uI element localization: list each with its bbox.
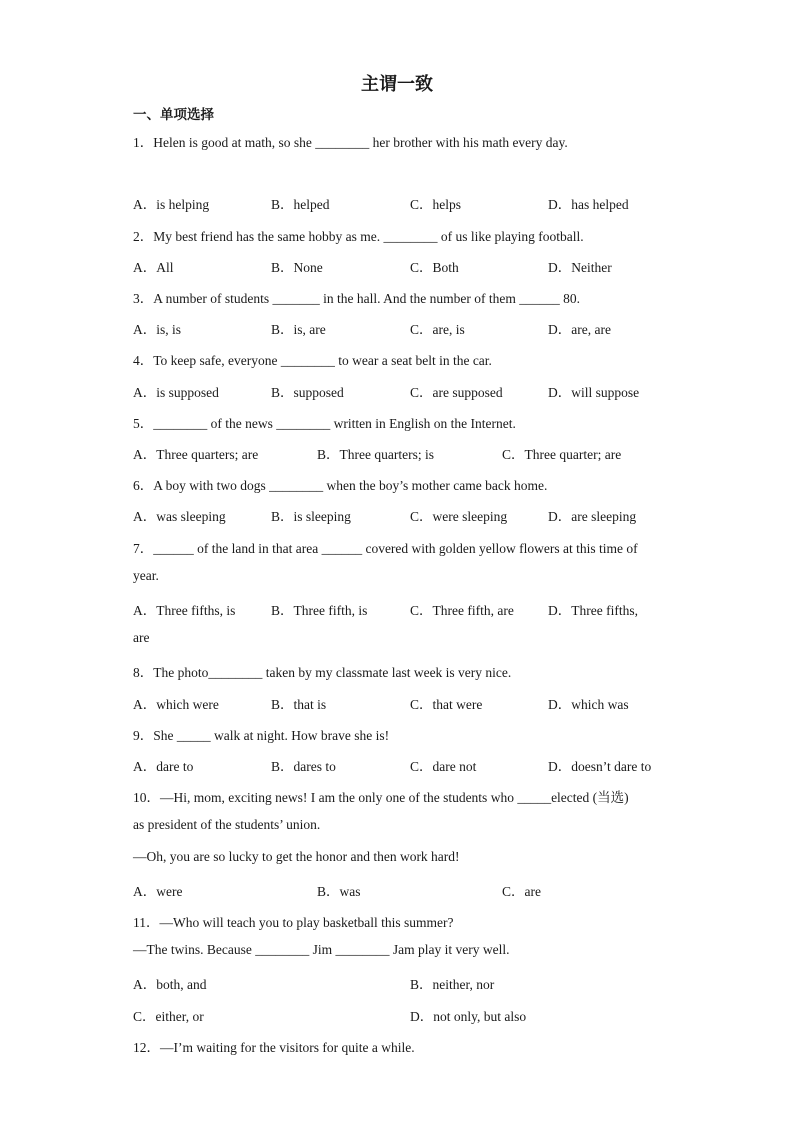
option-d[interactable]: D．will suppose: [548, 385, 640, 400]
option-d[interactable]: D．Neither: [548, 260, 612, 275]
question-number: 2．: [133, 229, 154, 244]
question-9: [133, 724, 389, 744]
question-number: 8．: [133, 665, 154, 680]
question-number: 6．: [133, 478, 154, 493]
question-stem: A boy with two dogs ________ when the boy’s mother came back home.: [153, 478, 548, 493]
question-stem: She _____ walk at night. How brave she is!: [153, 728, 390, 743]
option-a[interactable]: A．All: [133, 260, 174, 275]
question-1: [133, 131, 568, 151]
option-a[interactable]: A．which were: [133, 697, 219, 712]
option-d[interactable]: D．doesn’t dare to: [548, 759, 652, 774]
option-d-continued: are: [133, 630, 150, 645]
question-number: 12．: [133, 1040, 160, 1055]
option-a[interactable]: A．is supposed: [133, 385, 219, 400]
option-b[interactable]: B．was: [317, 884, 361, 899]
question-stem: —Hi, mom, exciting news! I am the only one of the students who _____elected (当选): [160, 790, 629, 805]
question-stem-continued: as president of the students’ union.: [133, 817, 321, 832]
question-stem: —Who will teach you to play basketball this summer?: [159, 915, 454, 930]
option-c[interactable]: C．are supposed: [410, 385, 503, 400]
question-stem: The photo________ taken by my classmate last week is very nice.: [153, 665, 512, 680]
option-c[interactable]: C．are: [502, 884, 541, 899]
dialogue-reply: —The twins. Because ________ Jim ________ Jam play it very well.: [133, 942, 510, 957]
option-b[interactable]: B．is sleeping: [271, 509, 351, 524]
option-c[interactable]: C．helps: [410, 197, 462, 212]
option-b[interactable]: B．is, are: [271, 322, 326, 337]
option-a[interactable]: A．was sleeping: [133, 509, 226, 524]
option-c[interactable]: C．Three quarter; are: [502, 447, 622, 462]
question-10: [133, 786, 629, 806]
option-c[interactable]: C．dare not: [410, 759, 477, 774]
question-5: [133, 412, 516, 432]
question-number: 1．: [133, 135, 154, 150]
question-number: 5．: [133, 416, 154, 431]
dialogue-reply: —Oh, you are so lucky to get the honor and then work hard!: [133, 849, 460, 864]
question-11: [133, 911, 453, 931]
question-stem: —I’m waiting for the visitors for quite a while.: [160, 1040, 415, 1055]
question-12: [133, 1036, 415, 1056]
question-7: [133, 537, 638, 557]
option-d[interactable]: D．are sleeping: [548, 509, 637, 524]
question-6: [133, 474, 547, 494]
question-stem: ______ of the land in that area ______ covered with golden yellow flowers at this time of: [153, 541, 638, 556]
option-b[interactable]: B．that is: [271, 697, 327, 712]
option-c[interactable]: C．are, is: [410, 322, 465, 337]
option-b[interactable]: B．Three fifth, is: [271, 603, 368, 618]
option-a[interactable]: A．were: [133, 884, 183, 899]
question-stem: ________ of the news ________ written in English on the Internet.: [153, 416, 516, 431]
option-b[interactable]: B．Three quarters; is: [317, 447, 434, 462]
question-number: 7．: [133, 541, 154, 556]
option-c[interactable]: C．Both: [410, 260, 459, 275]
question-3: [133, 287, 580, 307]
option-a[interactable]: A．is helping: [133, 197, 210, 212]
page-title: 主谓一致: [361, 74, 433, 95]
option-a[interactable]: A．both, and: [133, 977, 207, 992]
question-stem: My best friend has the same hobby as me. ________ of us like playing football.: [153, 229, 584, 244]
option-a[interactable]: A．is, is: [133, 322, 182, 337]
option-c[interactable]: C．were sleeping: [410, 509, 508, 524]
question-number: 4．: [133, 353, 154, 368]
option-b[interactable]: B．supposed: [271, 385, 344, 400]
option-d[interactable]: D．Three fifths,: [548, 603, 638, 618]
option-b[interactable]: B．helped: [271, 197, 330, 212]
question-stem: Helen is good at math, so she ________ her brother with his math every day.: [153, 135, 568, 150]
question-stem: To keep safe, everyone ________ to wear a seat belt in the car.: [153, 353, 492, 368]
question-number: 10．: [133, 790, 160, 805]
question-number: 11．: [133, 915, 160, 930]
question-number: 9．: [133, 728, 154, 743]
option-b[interactable]: B．None: [271, 260, 323, 275]
section-heading: 一、单项选择: [133, 107, 214, 123]
question-stem: A number of students _______ in the hall. And the number of them ______ 80.: [153, 291, 580, 306]
option-b[interactable]: B．neither, nor: [410, 977, 495, 992]
option-c[interactable]: C．either, or: [133, 1009, 204, 1024]
question-number: 3．: [133, 291, 154, 306]
option-c[interactable]: C．Three fifth, are: [410, 603, 514, 618]
option-d[interactable]: D．not only, but also: [410, 1009, 527, 1024]
option-a[interactable]: A．dare to: [133, 759, 194, 774]
option-d[interactable]: D．are, are: [548, 322, 611, 337]
question-4: [133, 349, 492, 369]
option-a[interactable]: A．Three quarters; are: [133, 447, 259, 462]
option-b[interactable]: B．dares to: [271, 759, 336, 774]
question-stem-continued: year.: [133, 568, 159, 583]
question-8: [133, 661, 511, 681]
option-d[interactable]: D．which was: [548, 697, 629, 712]
option-a[interactable]: A．Three fifths, is: [133, 603, 236, 618]
option-c[interactable]: C．that were: [410, 697, 483, 712]
option-d[interactable]: D．has helped: [548, 197, 629, 212]
question-2: [133, 225, 584, 245]
